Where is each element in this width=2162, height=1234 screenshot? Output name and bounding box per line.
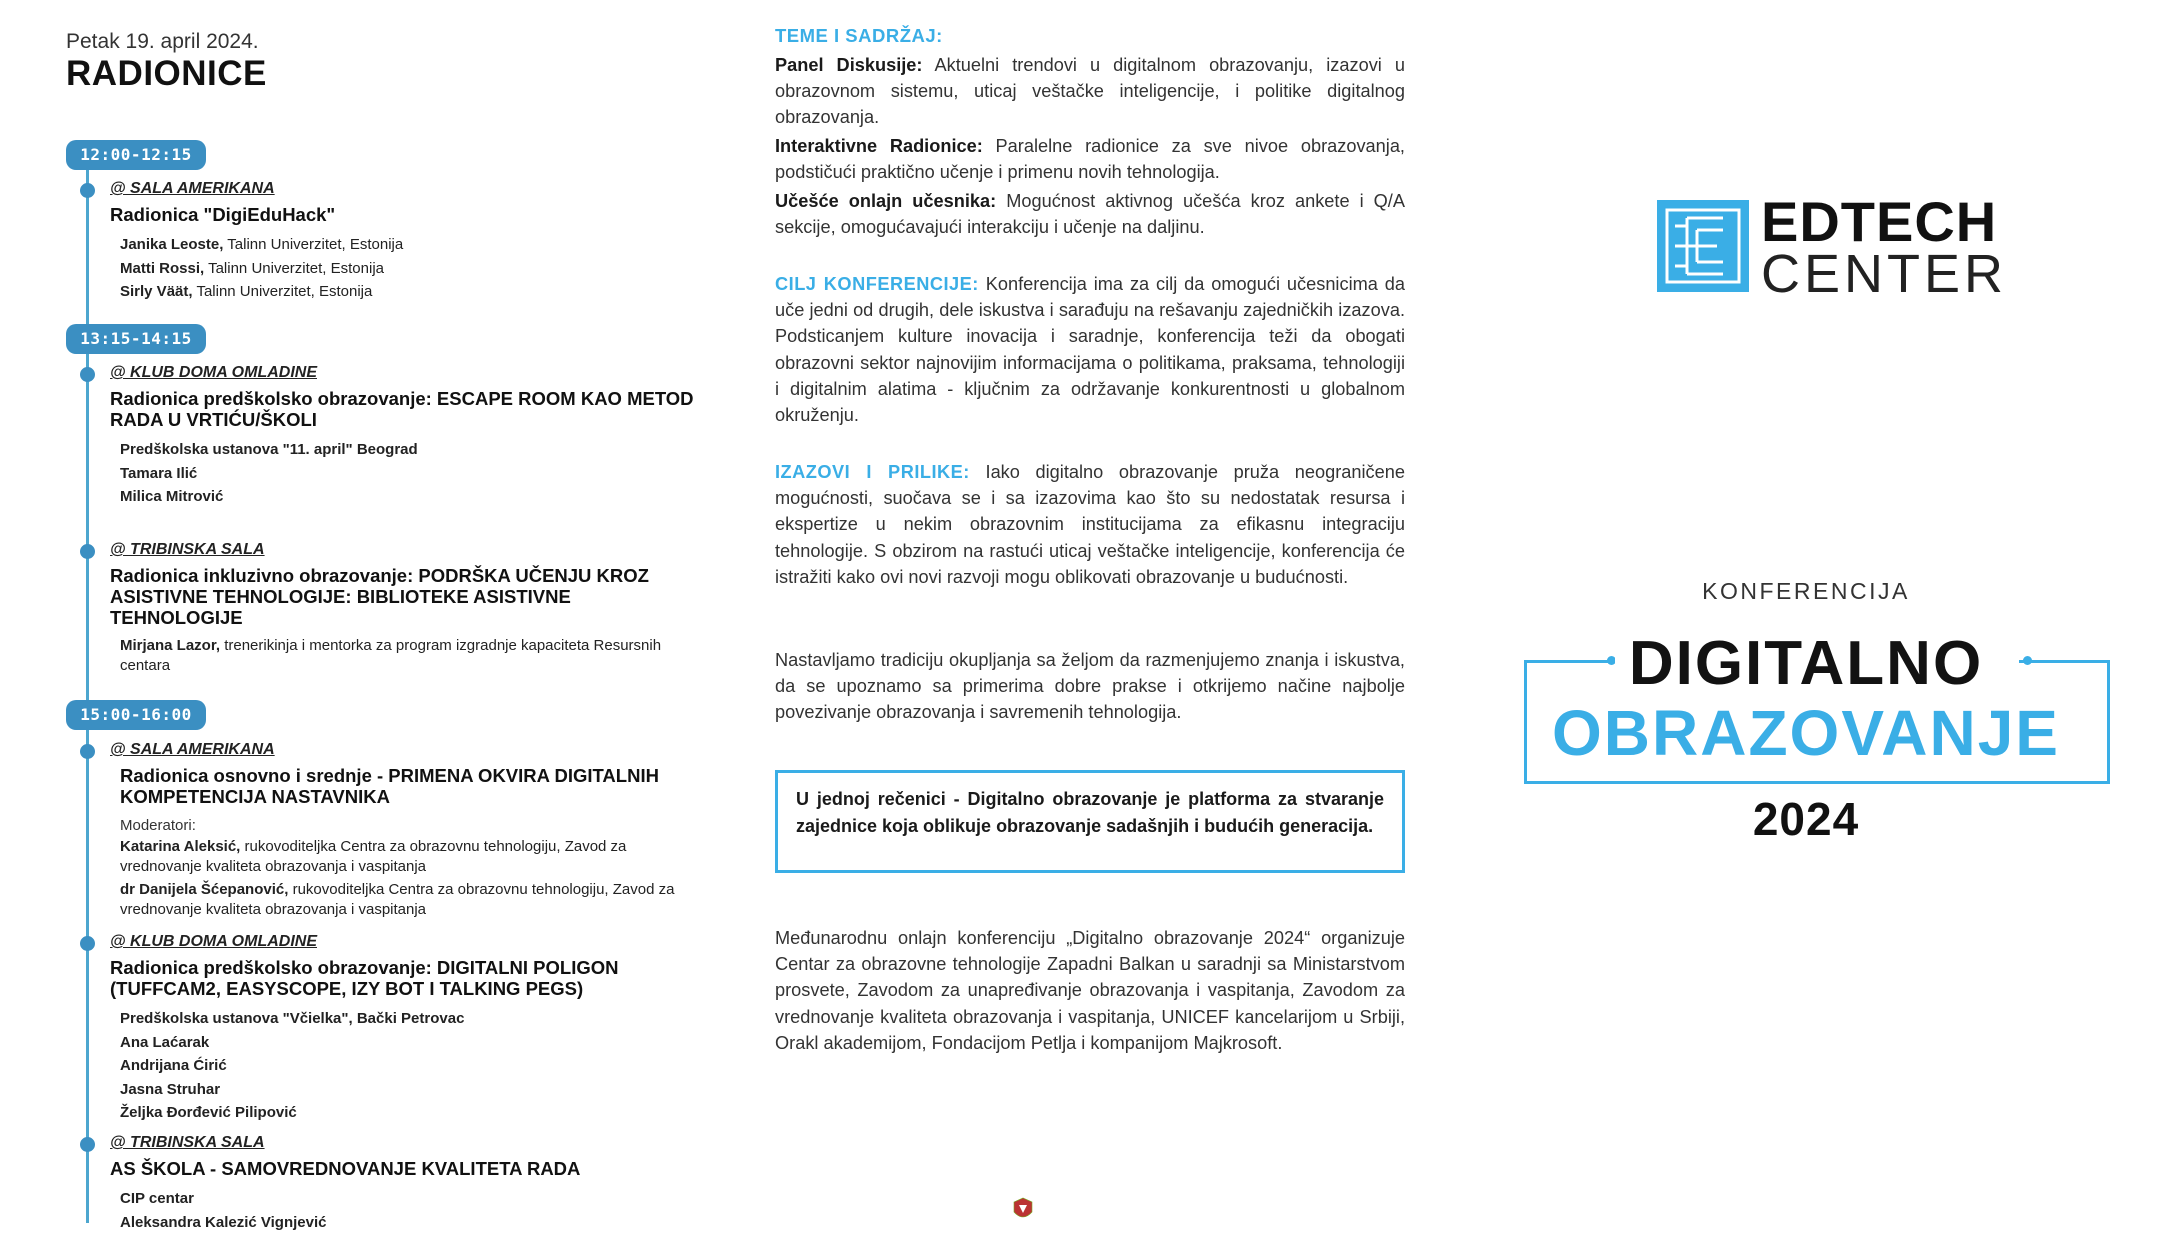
workshop-people xyxy=(110,1007,700,1125)
time-badge: 15:00-16:00 xyxy=(66,700,206,730)
edtech-logo-icon xyxy=(1657,200,1749,292)
workshop-item xyxy=(110,180,700,304)
time-badge: 12:00-12:15 xyxy=(66,140,206,170)
person-entry: Janika Leoste, Talinn Univerzitet, Estonija xyxy=(120,233,700,257)
person-entry: Katarina Aleksić, rukovoditeljka Centra za obrazovnu tehnologiju, Zavod za vrednovanje kvaliteta obrazovanja i vaspitanja xyxy=(120,837,700,877)
online-paragraph: Učešće onlajn učesnika: Mogućnost aktivnog učešća kroz ankete i Q/A sekcije, omogućavajući interakciju i učenje na daljinu. xyxy=(775,188,1405,240)
timeline-dot-icon xyxy=(80,183,95,198)
person-entry: Milica Mitrović xyxy=(120,485,700,509)
workshop-people xyxy=(110,815,700,920)
event-date: Petak 19. april 2024. xyxy=(66,30,259,54)
logo-text-bottom: CENTER xyxy=(1761,246,2007,302)
goal-paragraph: CILJ KONFERENCIJE: Konferencija ima za cilj da omogući učesnicima da uče jedni od drugih, dele iskustva i sarađuju na rešavanju zajedničkih izazova. Podsticanjem kulture inovacija i saradnje, konferencija teži da obogati obrazovni sektor najnovijim informacijama o politikama, praksama, tehnologiji i digitalnim alatima - ključnim za održavanje konkurentnosti u globalnom okruženju. xyxy=(775,271,1405,428)
brand-column xyxy=(1450,0,2162,1217)
title-word-obrazovanje: OBRAZOVANJE xyxy=(1450,696,2162,770)
workshop-venue: @ KLUB DOMA OMLADINE xyxy=(110,933,700,951)
workshop-title: Radionica inkluzivno obrazovanje: PODRŠKA UČENJU KROZ ASISTIVNE TEHNOLOGIJE: BIBLIOTEKE ASISTIVNE TEHNOLOGIJE xyxy=(110,565,700,628)
workshop-people xyxy=(110,1187,700,1234)
workshop-venue: @ SALA AMERIKANA xyxy=(110,741,700,759)
workshop-title: Radionica predškolsko obrazovanje: DIGITALNI POLIGON (TUFFCAM2, EASYSCOPE, IZY BOT I TALKING PEGS) xyxy=(110,957,700,999)
workshop-item xyxy=(110,541,700,679)
timeline-dot-icon xyxy=(80,744,95,759)
person-entry: Aleksandra Kalezić Vignjević xyxy=(120,1211,700,1234)
workshop-title: AS ŠKOLA - SAMOVREDNOVANJE KVALITETA RADA xyxy=(110,1158,700,1179)
person-entry: Predškolska ustanova "Včielka", Bački Petrovac xyxy=(120,1007,700,1031)
quote-box: U jednoj rečenici - Digitalno obrazovanje je platforma za stvaranje zajednice koja oblikuje obrazovanje sadašnjih i budućih generacija. xyxy=(775,770,1405,873)
tradition-paragraph: Nastavljamo tradiciju okupljanja sa željom da razmenjujemo znanja i iskustva, da se upoznamo sa primerima dobre prakse i otkrijemo načine najbolje povezivanje obrazovanja i savremenih tehnologija. xyxy=(775,647,1405,726)
workshop-item xyxy=(110,741,700,923)
workshop-item xyxy=(110,364,700,509)
timeline-dot-icon xyxy=(80,1137,95,1152)
topics-heading: TEME I SADRŽAJ: xyxy=(775,23,943,49)
person-entry: CIP centar xyxy=(120,1187,700,1211)
workshop-item xyxy=(110,1134,700,1234)
section-title: RADIONICE xyxy=(66,54,267,94)
timeline-line xyxy=(86,148,89,1223)
workshop-venue: @ TRIBINSKA SALA xyxy=(110,541,700,559)
person-entry: Jasna Struhar xyxy=(120,1078,700,1102)
program-column xyxy=(0,0,720,1217)
workshop-title: Radionica predškolsko obrazovanje: ESCAPE ROOM KAO METOD RADA U VRTIĆU/ŠKOLI xyxy=(110,388,700,430)
workshop-venue: @ SALA AMERIKANA xyxy=(110,180,700,198)
info-column xyxy=(775,0,1405,1217)
person-entry: Željka Đorđević Pilipović xyxy=(120,1101,700,1125)
person-entry: Mirjana Lazor, trenerikinja i mentorka za program izgradnje kapaciteta Resursnih centara xyxy=(120,636,700,676)
moderators-label: Moderatori: xyxy=(120,815,700,837)
person-entry: Predškolska ustanova "11. april" Beograd xyxy=(120,438,700,462)
workshop-people xyxy=(110,636,700,676)
workshop-people xyxy=(110,438,700,509)
logo-text-top: EDTECH xyxy=(1761,192,1997,252)
workshop-people xyxy=(110,233,700,304)
panel-paragraph: Panel Diskusije: Aktuelni trendovi u digitalnom obrazovanju, izazovi u obrazovnom sistemu, uticaj veštačke inteligencije, i politike digitalnog obrazovanja. xyxy=(775,52,1405,131)
person-entry: Tamara Ilić xyxy=(120,462,700,486)
challenges-paragraph: IZAZOVI I PRILIKE: Iako digitalno obrazovanje pruža neograničene mogućnosti, suočava se i sa izazovima kao što su nedostatak resursa i ekspertize u nekim obrazovnim institucijama za efikasnu integraciju tehnologije. S obzirom na rastući uticaj veštačke inteligencije, konferencija će istražiti kako ovi novi razvoji mogu oblikovati obrazovanje u budućnosti. xyxy=(775,459,1405,590)
person-entry: Sirly Väät, Talinn Univerzitet, Estonija xyxy=(120,280,700,304)
organizer-paragraph: Međunarodnu onlajn konferenciju „Digitalno obrazovanje 2024“ organizuje Centar za obrazovne tehnologije Zapadni Balkan u saradnji sa Ministarstvom prosvete, Zavodom za unapređivanje obrazovanja i vaspitanja, Zavodom za vrednovanje kvaliteta obrazovanja i vaspitanja, UNICEF kancelarijom u Srbiji, Orakl akademijom, Fondacijom Petlja i kompanijom Majkrosoft. xyxy=(775,925,1405,1056)
workshop-item xyxy=(110,933,700,1125)
workshop-title: Radionica osnovno i srednje - PRIMENA OKVIRA DIGITALNIH KOMPETENCIJA NASTAVNIKA xyxy=(110,765,700,807)
timeline-dot-icon xyxy=(80,367,95,382)
coat-of-arms-icon xyxy=(1010,1198,1036,1220)
time-badge: 13:15-14:15 xyxy=(66,324,206,354)
timeline-dot-icon xyxy=(80,936,95,951)
conference-label: KONFERENCIJA xyxy=(1450,578,2162,605)
interactive-paragraph: Interaktivne Radionice: Paralelne radionice za sve nivoe obrazovanja, podstičući praktično učenje i primenu novih tehnologija. xyxy=(775,133,1405,185)
workshop-title: Radionica "DigiEduHack" xyxy=(110,204,700,225)
person-entry: dr Danijela Šćepanović, rukovoditeljka Centra za obrazovnu tehnologiju, Zavod za vrednovanje kvaliteta obrazovanja i vaspitanja xyxy=(120,880,700,920)
person-entry: Andrijana Ćirić xyxy=(120,1054,700,1078)
title-word-digitalno: DIGITALNO xyxy=(1450,628,2162,699)
workshop-venue: @ KLUB DOMA OMLADINE xyxy=(110,364,700,382)
conference-year: 2024 xyxy=(1450,792,2162,846)
person-entry: Ana Laćarak xyxy=(120,1031,700,1055)
timeline-dot-icon xyxy=(80,544,95,559)
person-entry: Matti Rossi, Talinn Univerzitet, Estonija xyxy=(120,257,700,281)
workshop-venue: @ TRIBINSKA SALA xyxy=(110,1134,700,1152)
